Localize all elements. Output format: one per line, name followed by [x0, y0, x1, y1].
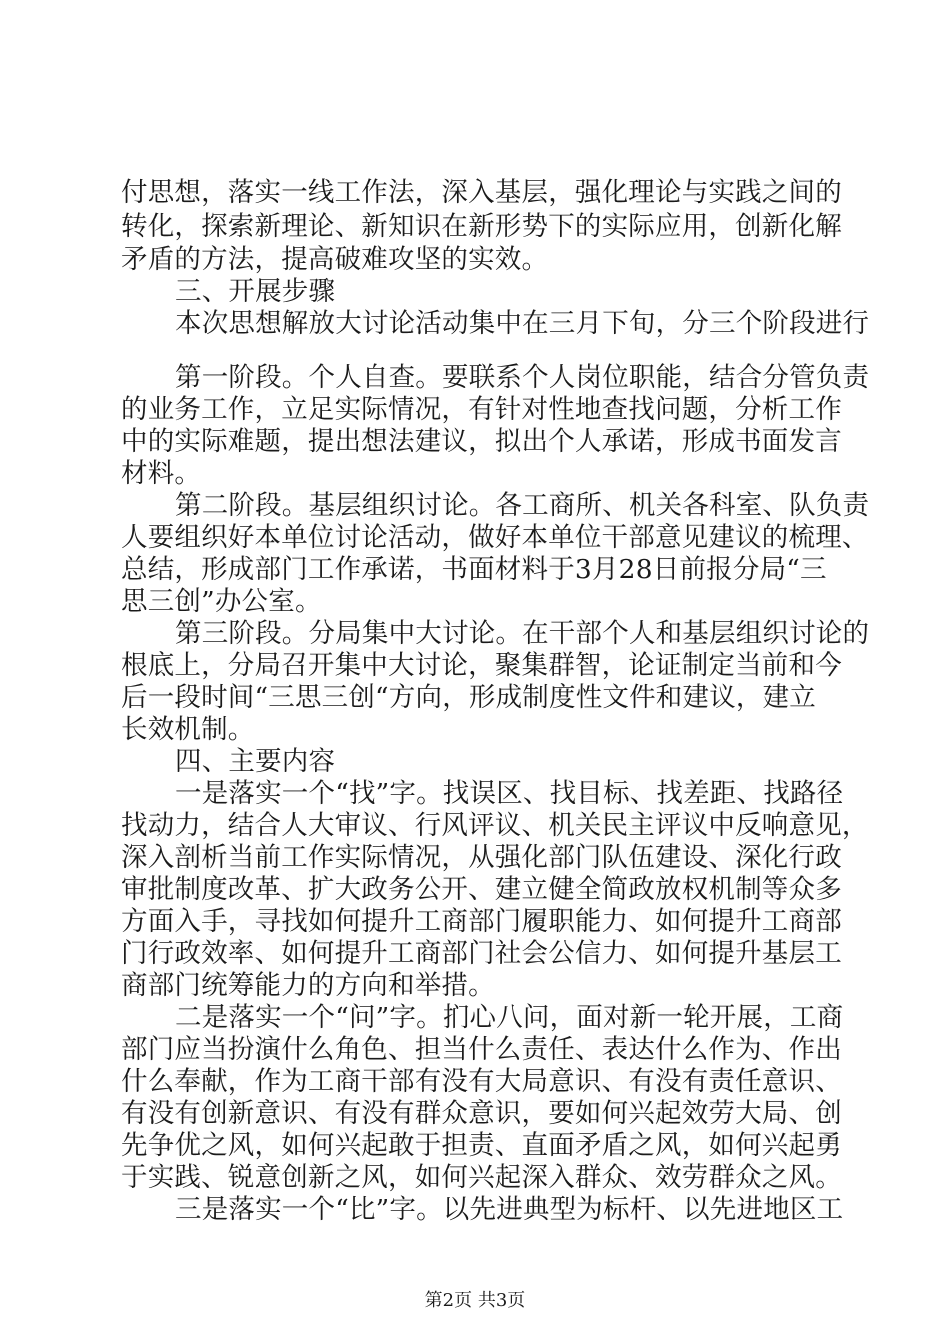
- text-line-2: 转化，探索新理论、新知识在新形势下的实际应用，创新化解: [121, 211, 842, 242]
- text-line-3: 矛盾的方法，提高破难攻坚的实效。: [121, 244, 549, 275]
- text-line-29: 有没有创新意识、有没有群众意识，要如何兴起效劳大局、创: [121, 1098, 842, 1129]
- text-line-6: 第一阶段。个人自查。要联系个人岗位职能，结合分管负责: [175, 362, 870, 393]
- text-line-28: 什么奉献，作为工商干部有没有大局意识、有没有责任意识、: [121, 1066, 842, 1097]
- text-line-12: 总结，形成部门工作承诺，书面材料于3月28日前报分局“三: [121, 554, 827, 585]
- text-line-31: 于实践、锐意创新之风，如何兴起深入群众、效劳群众之风。: [121, 1162, 842, 1193]
- section-heading-steps: 三、开展步骤: [175, 276, 336, 307]
- text-line-22: 审批制度改革、扩大政务公开、建立健全简政放权机制等众多: [121, 874, 842, 905]
- text-line-16: 后一段时间“三思三创“方向，形成制度性文件和建议，建立: [121, 682, 816, 713]
- page-footer: 第2页 共3页: [424, 1290, 526, 1311]
- text-line-8: 中的实际难题，提出想法建议，拟出个人承诺，形成书面发言: [121, 426, 842, 457]
- text-line-30: 先争优之风，如何兴起敢于担责、直面矛盾之风，如何兴起勇: [121, 1130, 842, 1161]
- text-line-20: 找动力，结合人大审议、行风评议、机关民主评议中反响意见，: [121, 810, 869, 841]
- text-line-9: 材料。: [121, 458, 202, 489]
- text-line-25: 商部门统筹能力的方向和举措。: [121, 970, 495, 1001]
- text-line-13: 思三创”办公室。: [121, 586, 322, 617]
- text-line-14: 第三阶段。分局集中大讨论。在干部个人和基层组织讨论的: [175, 618, 870, 649]
- text-line-7: 的业务工作，立足实际情况，有针对性地查找问题，分析工作: [121, 394, 842, 425]
- text-line-1: 付思想，落实一线工作法，深入基层，强化理论与实践之间的: [121, 177, 842, 208]
- text-line-15: 根底上，分局召开集中大讨论，聚集群智，论证制定当前和今: [121, 650, 842, 681]
- text-line-17: 长效机制。: [121, 714, 255, 745]
- text-line-10: 第二阶段。基层组织讨论。各工商所、机关各科室、队负责: [175, 490, 870, 521]
- text-line-26: 二是落实一个“问”字。扪心八问，面对新一轮开展，工商: [175, 1002, 844, 1033]
- section-heading-content: 四、主要内容: [175, 746, 336, 777]
- text-line-32: 三是落实一个“比”字。以先进典型为标杆、以先进地区工: [175, 1194, 844, 1225]
- text-line-5: 本次思想解放大讨论活动集中在三月下旬，分三个阶段进行: [175, 308, 870, 339]
- text-line-27: 部门应当扮演什么角色、担当什么责任、表达什么作为、作出: [121, 1034, 842, 1065]
- text-line-24: 门行政效率、如何提升工商部门社会公信力、如何提升基层工: [121, 938, 842, 969]
- text-line-19: 一是落实一个“找”字。找误区、找目标、找差距、找路径: [175, 778, 844, 809]
- text-line-11: 人要组织好本单位讨论活动，做好本单位干部意见建议的梳理、: [121, 522, 869, 553]
- text-line-23: 方面入手，寻找如何提升工商部门履职能力、如何提升工商部: [121, 906, 842, 937]
- text-line-21: 深入剖析当前工作实际情况，从强化部门队伍建设、深化行政: [121, 842, 842, 873]
